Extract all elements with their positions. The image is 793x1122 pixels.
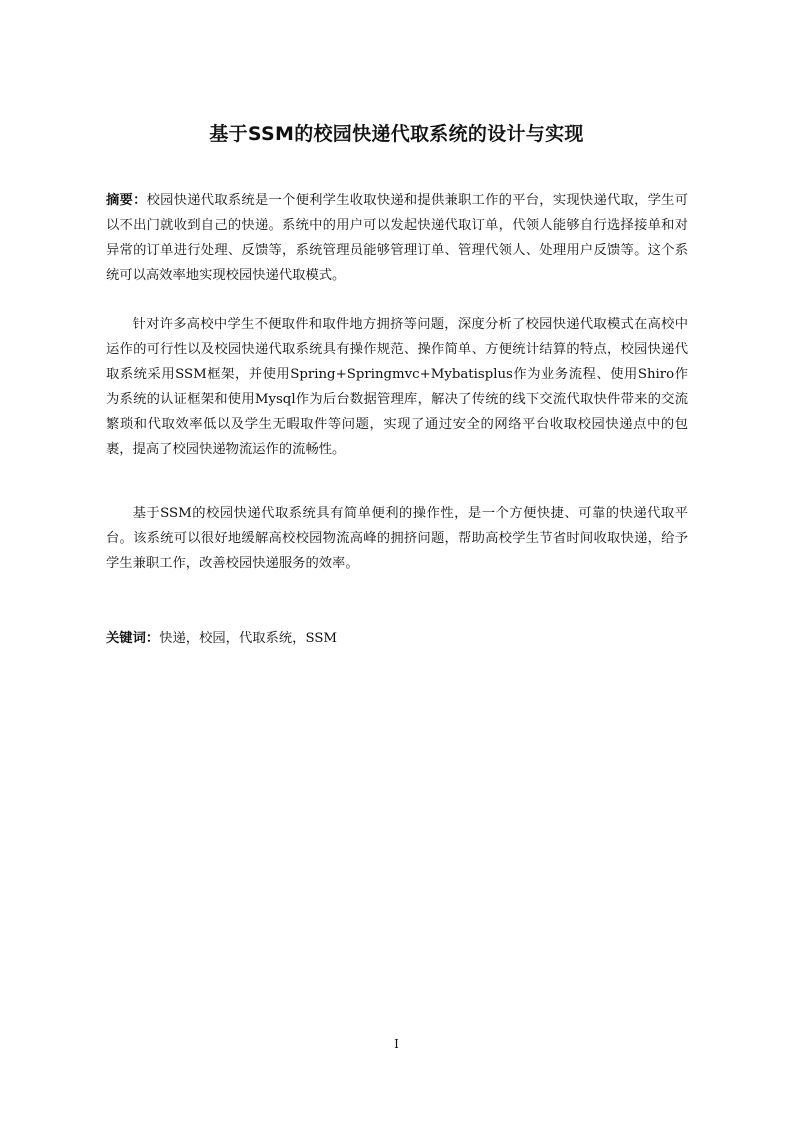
- abstract-label: 摘要：: [106, 193, 147, 208]
- paper-title: 基于SSM的校园快递代取系统的设计与实现: [209, 123, 584, 145]
- keywords-text: 快递，校园，代取系统，SSM: [159, 631, 338, 646]
- abstract-paragraph-3: 基于SSM的校园快递代取系统具有简单便利的操作性，是一个方便快捷、可靠的快递代取平台。该系统可以很好地缓解高校校园物流高峰的拥挤问题，帮助高校学生节省时间收取快递，给予学生兼职工作，改善校园快递服务的效率。: [106, 506, 688, 571]
- abstract-paragraph-1: [106, 189, 688, 289]
- page-number: I: [394, 1037, 399, 1051]
- abstract-paragraph-2: 针对许多高校中学生不便取件和取件地方拥挤等问题，深度分析了校园快递代取模式在高校中运作的可行性以及校园快递代取系统具有操作规范、操作简单、方便统计结算的特点，校园快递代取系统采用SSM框架，并使用Spring+Springmvc+Mybatisplus作为业务流程、使用Shiro作为系统的认证框架和使用Mysql作为后台数据管理库，解决了传统的线下交流代取快件带来的交流繁琐和代取效率低以及学生无暇取件等问题，实现了通过安全的网络平台收取校园快递点中的包裹，提高了校园快递物流运作的流畅性。: [106, 317, 688, 457]
- abstract-text-1: 校园快递代取系统是一个便利学生收取快递和提供兼职工作的平台，实现快递代取，学生可以不出门就收到自己的快递。系统中的用户可以发起快递代取订单，代领人能够自行选择接单和对异常的订单进行处理、反馈等，系统管理员能够管理订单、管理代领人、处理用户反馈等。这个系统可以高效率地实现校园快递代取模式。: [106, 193, 689, 283]
- keywords-label: 关键词：: [106, 631, 160, 646]
- keywords-line: [106, 627, 688, 652]
